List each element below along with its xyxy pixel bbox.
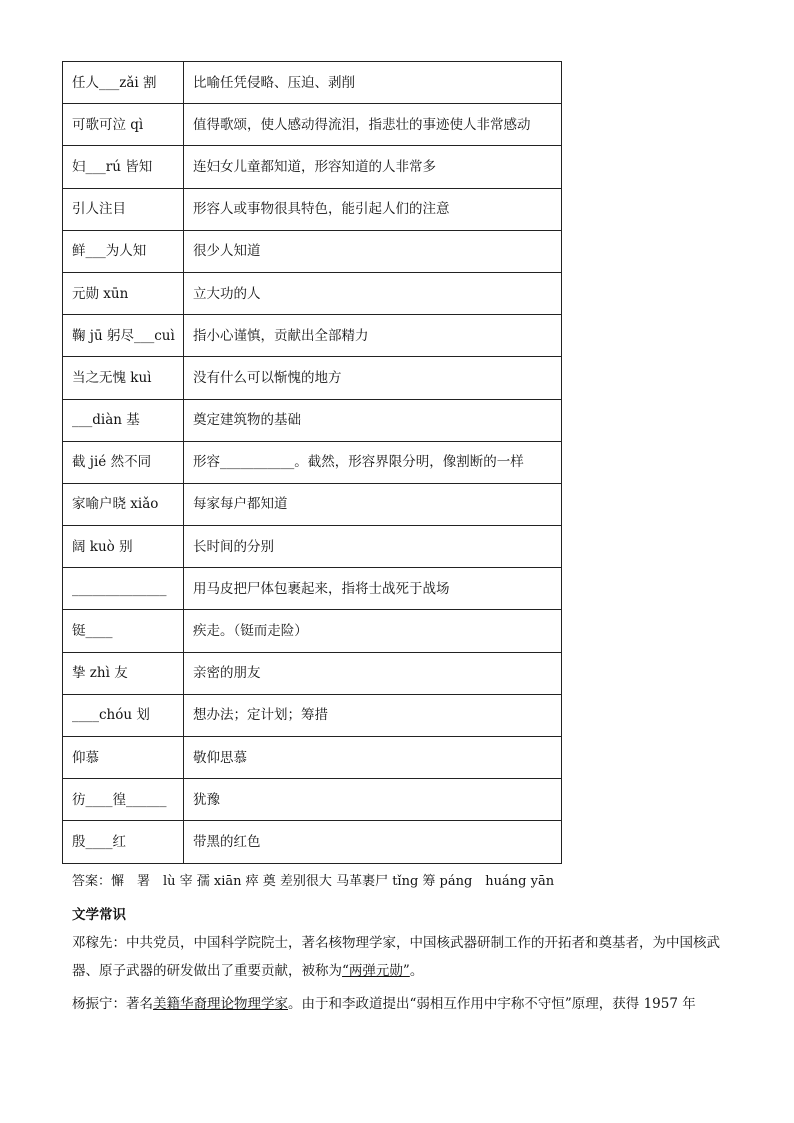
meaning-cell: 没有什么可以惭愧的地方 (184, 357, 562, 399)
meaning-cell: 犹豫 (184, 779, 562, 821)
vocabulary-table (62, 61, 562, 864)
table-row (63, 568, 562, 610)
meaning-cell: 立大功的人 (184, 272, 562, 314)
table-row (63, 146, 562, 188)
term-cell: 鞠 jū 躬尽___cuì (63, 315, 184, 357)
answer-line: 答案：懈 署 lù 宰 孺 xiān 瘁 奠 差别很大 马革裹尸 tǐng 筹 páng huáng yān (72, 874, 555, 889)
table-row (63, 315, 562, 357)
term-cell: 截 jié 然不同 (63, 441, 184, 483)
term-cell: 挚 zhì 友 (63, 652, 184, 694)
table-row (63, 610, 562, 652)
term-cell: 任人___zǎi 割 (63, 62, 184, 104)
table-row (63, 62, 562, 104)
yang-identity: 美籍华裔理论物理学家 (153, 996, 288, 1012)
table-row (63, 188, 562, 230)
table-row (63, 779, 562, 821)
meaning-cell: 形容人或事物很具特色，能引起人们的注意 (184, 188, 562, 230)
table-row (63, 483, 562, 525)
meaning-cell: 带黑的红色 (184, 821, 562, 863)
meaning-cell: 连妇女儿童都知道，形容知道的人非常多 (184, 146, 562, 188)
yang-prefix: 杨振宁：著名 (72, 996, 153, 1012)
term-cell: 引人注目 (63, 188, 184, 230)
table-row (63, 441, 562, 483)
term-cell: 元勋 xūn (63, 272, 184, 314)
paragraph-deng-jiaxian (72, 929, 724, 985)
term-cell: ___diàn 基 (63, 399, 184, 441)
term-cell: 可歌可泣 qì (63, 104, 184, 146)
term-cell: 阔 kuò 别 (63, 526, 184, 568)
meaning-cell: 形容___________。截然，形容界限分明，像割断的一样 (184, 441, 562, 483)
term-cell: 仰慕 (63, 737, 184, 779)
meaning-cell: 每家每户都知道 (184, 483, 562, 525)
meaning-cell: 很少人知道 (184, 230, 562, 272)
term-cell: 妇___rú 皆知 (63, 146, 184, 188)
meaning-cell: 奠定建筑物的基础 (184, 399, 562, 441)
term-cell: 殷____红 (63, 821, 184, 863)
meaning-cell: 指小心谨慎，贡献出全部精力 (184, 315, 562, 357)
paragraph-yang-zhenning (72, 990, 724, 1018)
deng-text: 邓稼先：中共党员，中国科学院院士，著名核物理学家，中国核武器研制工作的开拓者和奠基者，为中国核武器、原子武器的研发做出了重要贡献，被称为 (72, 935, 720, 979)
meaning-cell: 长时间的分别 (184, 526, 562, 568)
deng-title: “两弹元勋” (342, 963, 410, 979)
table-row (63, 821, 562, 863)
term-cell: 当之无愧 kuì (63, 357, 184, 399)
meaning-cell: 用马皮把尸体包裹起来，指将士战死于战场 (184, 568, 562, 610)
term-cell: 铤____ (63, 610, 184, 652)
deng-suffix: 。 (409, 963, 424, 979)
term-cell: 家喻户晓 xiǎo (63, 483, 184, 525)
term-cell: ____chóu 划 (63, 694, 184, 736)
meaning-cell: 敬仰思慕 (184, 737, 562, 779)
meaning-cell: 想办法；定计划；筹措 (184, 694, 562, 736)
vocabulary-table-body (63, 62, 562, 864)
term-cell: ______________ (63, 568, 184, 610)
table-row (63, 357, 562, 399)
table-row (63, 737, 562, 779)
yang-suffix: 。由于和李政道提出“弱相互作用中宇称不守恒”原理，获得 1957 年 (288, 996, 696, 1012)
table-row (63, 652, 562, 694)
meaning-cell: 值得歌颂，使人感动得流泪，指悲壮的事迹使人非常感动 (184, 104, 562, 146)
table-row (63, 694, 562, 736)
table-row (63, 104, 562, 146)
meaning-cell: 亲密的朋友 (184, 652, 562, 694)
term-cell: 彷____徨______ (63, 779, 184, 821)
table-row (63, 399, 562, 441)
term-cell: 鲜___为人知 (63, 230, 184, 272)
meaning-cell: 疾走。（铤而走险） (184, 610, 562, 652)
table-row (63, 526, 562, 568)
section-title: 文学常识 (72, 907, 126, 923)
meaning-cell: 比喻任凭侵略、压迫、剥削 (184, 62, 562, 104)
table-row (63, 230, 562, 272)
table-row (63, 272, 562, 314)
